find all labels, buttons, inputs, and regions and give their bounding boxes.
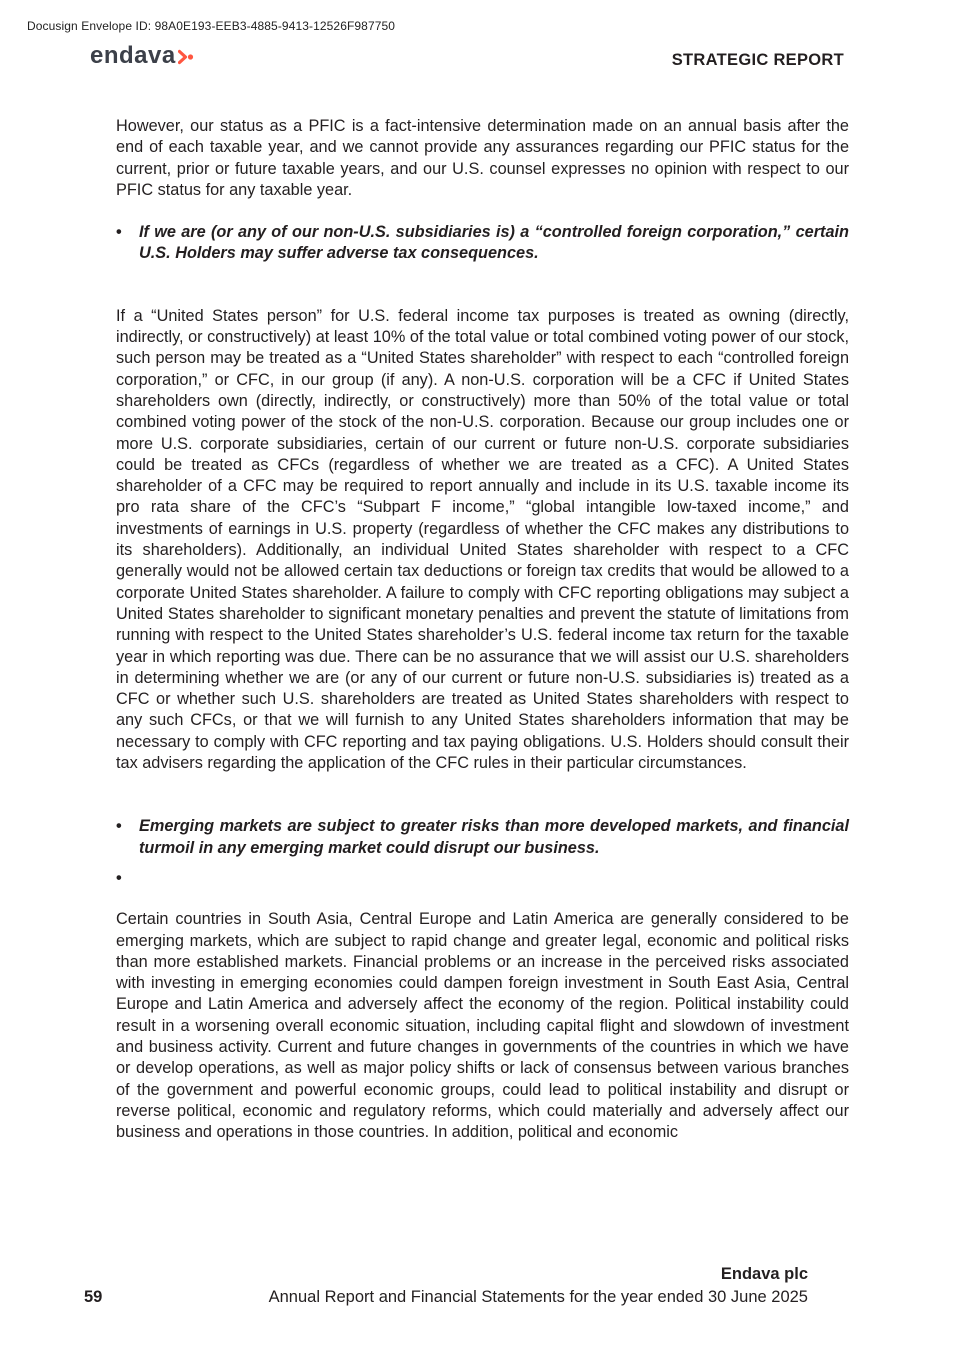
bullet-icon: • <box>116 868 122 887</box>
section-title: STRATEGIC REPORT <box>671 51 844 69</box>
emerging-markets-paragraph: Certain countries in South Asia, Central Europe and Latin America are generally considered to be emerging markets, which are subject to rapid change and greater legal, economic and political risks than more established markets. Financial problems or an increase in the perceived risks associated with investing in emerging economies could dampen foreign investment in South East Asia, Central Europe and Latin America and adversely affect the economy of the region. Political instability could result in a worsening overall economic situation, including capital flight and slowdown of investment and business activity. Current and future changes in governments of the countries in which we have or develop operations, as well as major policy shifts or lack of consensus between various branches of the government and powerful economic groups, could lead to political instability and disrupt or reverse political, economic and regulatory reforms, which could materially and adversely affect our business and operations in those countries. In addition, political and economic <box>116 910 849 1142</box>
endava-logo <box>90 44 194 68</box>
logo-text: endava <box>90 42 176 69</box>
cfc-paragraph: If a “United States person” for U.S. federal income tax purposes is treated as owning (directly, indirectly, or constructively) at least 10% of the total value or total combined voting power of our stock, such person may be treated as a “United States shareholder” with respect to each “controlled foreign corporation,” or CFC, in our group (if any). A non-U.S. corporation will be a CFC if United States shareholders own (directly, indirectly, or constructively) more than 50% of the total value or total combined voting power of the stock of the non-U.S. corporation. Because our group includes one or more U.S. corporate subsidiaries, certain of our current or future non-U.S. corporate subsidiaries could be treated as CFCs (regardless of whether we are treated as a CFC). A United States shareholder of a CFC may be required to report annually and include in its U.S. taxable income its pro rata share of the CFC’s “Subpart F income,” “global intangible low-taxed income,” and investments of earnings in U.S. property (regardless of whether the CFC makes any distributions to its shareholders). Additionally, an individual United States shareholder with respect to a CFC generally would not be allowed certain tax deductions or foreign tax credits that would be allowed to a corporate United States shareholder. A failure to comply with CFC reporting obligations may subject a United States shareholder to significant monetary penalties and prevent the statute of limitations from running with respect to the United States shareholder’s U.S. federal income tax return for the taxable year in which reporting was due. There can be no assurance that we will assist our U.S. shareholders in determining whether we are (or any of our current or future non-U.S. subsidiaries is) treated as a CFC or whether such U.S. shareholders are treated as United States shareholders with respect to any such CFCs, or that we will furnish to any United States shareholders information that may be necessary to comply with CFC reporting and tax paying obligations. U.S. Holders should consult their tax advisers regarding the application of the CFC rules in their particular circumstances. <box>116 306 849 773</box>
footer-report-title: Annual Report and Financial Statements for the year ended 30 June 2025 <box>268 1288 808 1306</box>
page-number: 59 <box>84 1288 103 1306</box>
risk-heading-text: Emerging markets are subject to greater risks than more developed markets, and financial turmoil in any emerging market could disrupt our business. <box>139 817 849 857</box>
bullet-icon: • <box>116 817 122 836</box>
page-body <box>116 116 849 1143</box>
risk-heading-cfc <box>116 222 849 265</box>
pfic-paragraph: However, our status as a PFIC is a fact-intensive determination made on an annual basis after the end of each taxable year, and we cannot provide any assurances regarding our PFIC status for the current, prior or future taxable years, and our U.S. counsel expresses no opinion with respect to our PFIC status for any taxable year. <box>116 117 849 199</box>
footer-company: Endava plc <box>720 1265 808 1283</box>
bullet-icon: • <box>116 223 122 242</box>
risk-heading-emerging-markets <box>116 816 849 859</box>
empty-bullet <box>116 868 849 889</box>
logo-mark-icon <box>178 49 194 65</box>
risk-heading-text: If we are (or any of our non-U.S. subsidiaries is) a “controlled foreign corporation,” certain U.S. Holders may suffer adverse tax consequences. <box>139 223 849 263</box>
docusign-envelope-id: Docusign Envelope ID: 98A0E193-EEB3-4885-9413-12526F987750 <box>27 19 396 33</box>
